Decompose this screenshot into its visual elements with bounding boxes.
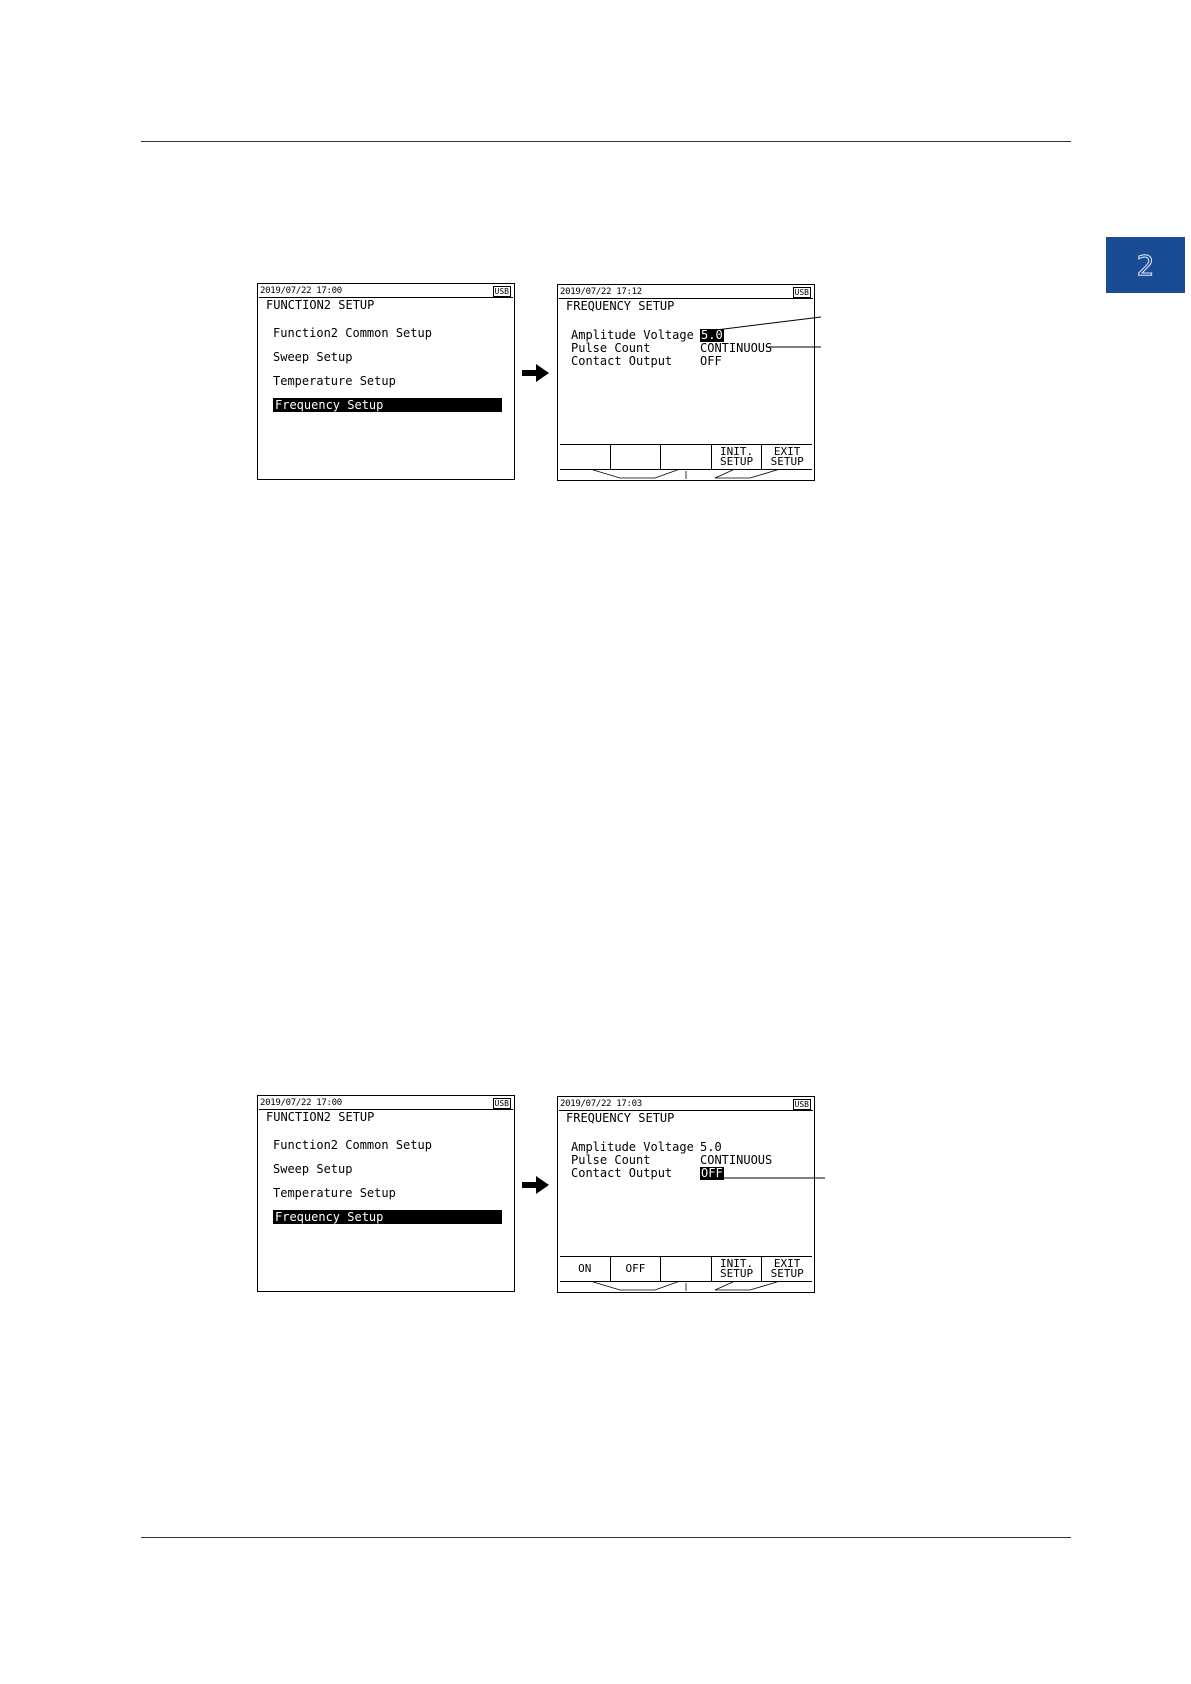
exit-setup-softkey[interactable]: EXIT SETUP [770,1257,804,1280]
menu-item-function2-common-setup[interactable]: Function2 Common Setup [273,1138,432,1152]
menu-item-temperature-setup[interactable]: Temperature Setup [273,374,396,388]
menu-item-frequency-setup[interactable]: Frequency Setup [273,398,502,412]
usb-indicator: USB [794,1100,809,1109]
menu-item-frequency-setup[interactable]: Frequency Setup [273,1210,502,1224]
init-setup-softkey[interactable]: INIT. SETUP [712,1257,763,1281]
footer-rule [141,1537,1071,1538]
softkey-bar [560,1256,812,1282]
function2-setup-screen [257,1095,515,1292]
amplitude-voltage-value[interactable]: 5.0 [700,1140,722,1154]
screen-title: FUNCTION2 SETUP [266,1110,375,1124]
contact-output-value[interactable]: OFF [700,354,722,368]
usb-indicator: USB [494,1099,509,1108]
right-arrow-icon [522,363,550,383]
menu-item-sweep-setup[interactable]: Sweep Setup [273,350,353,364]
screen-header [259,285,513,298]
on-softkey[interactable]: ON [560,1257,611,1281]
screen-header [559,286,813,299]
usb-indicator: USB [794,288,809,297]
contact-output-label: Contact Output [571,1166,673,1180]
usb-indicator: USB [494,287,509,296]
screen-title: FREQUENCY SETUP [566,1111,675,1125]
callout-line [720,1168,830,1188]
right-arrow-icon [522,1175,550,1195]
chapter-number: 2 [1136,248,1155,282]
amplitude-voltage-value[interactable]: 5.0 [701,328,723,342]
datetime: 2019/07/22 17:00 [260,286,342,296]
pulse-count-label: Pulse Count [571,1153,651,1167]
contact-output-value[interactable]: OFF [701,1166,723,1180]
softkey-1[interactable] [560,445,611,469]
softkey-base-lines [560,1281,812,1291]
softkey-base-lines [560,469,812,479]
datetime: 2019/07/22 17:12 [560,287,642,297]
softkey-3[interactable] [661,1257,712,1281]
screen-title: FREQUENCY SETUP [566,299,675,313]
softkey-bar [560,444,812,470]
menu-item-temperature-setup[interactable]: Temperature Setup [273,1186,396,1200]
amplitude-voltage-label: Amplitude Voltage [571,1140,694,1154]
datetime: 2019/07/22 17:03 [560,1099,642,1109]
screen-header [259,1097,513,1110]
callout-lines [716,312,826,352]
softkey-2[interactable] [611,445,662,469]
off-softkey[interactable]: OFF [611,1257,662,1281]
function2-setup-screen [257,283,515,480]
datetime: 2019/07/22 17:00 [260,1098,342,1108]
screen-header [559,1098,813,1111]
amplitude-voltage-label: Amplitude Voltage [571,328,694,342]
chapter-tab [1106,237,1185,293]
softkey-3[interactable] [661,445,712,469]
frequency-setup-screen [557,1096,815,1293]
header-rule [141,141,1071,142]
init-setup-softkey[interactable]: INIT. SETUP [712,445,763,469]
exit-setup-softkey[interactable]: EXIT SETUP [770,445,804,468]
menu-item-function2-common-setup[interactable]: Function2 Common Setup [273,326,432,340]
contact-output-label: Contact Output [571,354,673,368]
screen-title: FUNCTION2 SETUP [266,298,375,312]
pulse-count-label: Pulse Count [571,341,651,355]
menu-item-sweep-setup[interactable]: Sweep Setup [273,1162,353,1176]
pulse-count-value[interactable]: CONTINUOUS [700,341,773,355]
pulse-count-value[interactable]: CONTINUOUS [700,1153,773,1167]
